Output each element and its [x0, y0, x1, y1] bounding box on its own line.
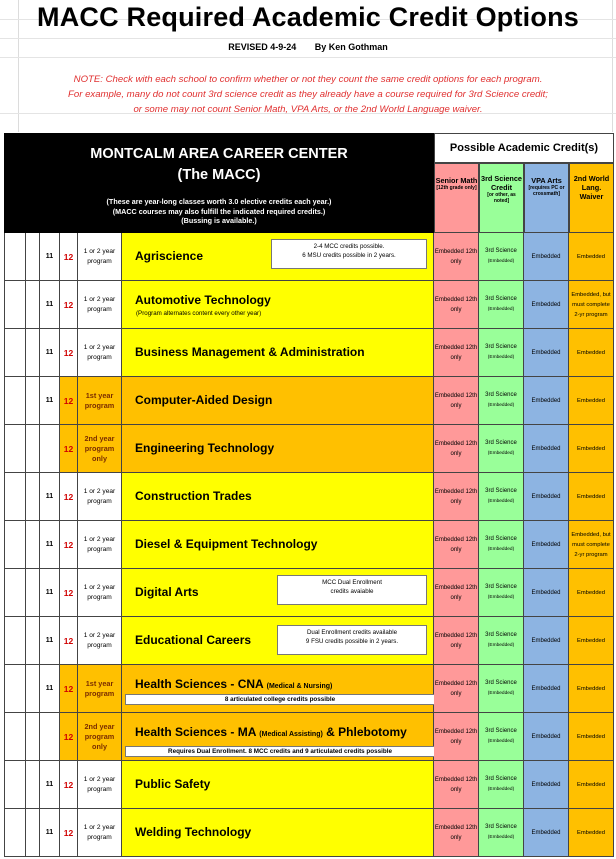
- program-name: [135, 345, 365, 359]
- center-abbr: (The MACC): [177, 167, 261, 183]
- world-language-cell: Embedded: [569, 569, 614, 617]
- third-science-cell: [479, 713, 524, 761]
- vpa-arts-cell: Embedded: [524, 665, 569, 713]
- program-title: Diesel & Equipment Technology: [135, 537, 318, 551]
- table-row: [4, 713, 614, 761]
- program-length: 1st year program: [78, 665, 122, 713]
- science-note: (Embedded): [487, 307, 515, 312]
- world-language-cell: Embedded: [569, 473, 614, 521]
- program-name: [135, 777, 210, 791]
- world-language-cell: Embedded, but must complete 2-yr program: [569, 521, 614, 569]
- program-cell: [122, 713, 434, 761]
- program-name: [135, 537, 317, 551]
- note-line: or some may not count Senior Math, VPA Arts, or the 2nd World Language waiver.: [133, 104, 483, 115]
- third-science-cell: [479, 329, 524, 377]
- program-title: Digital Arts: [135, 585, 199, 599]
- grade-11: [40, 713, 60, 761]
- credit-info-line: 2-4 MCC credits possible.: [313, 243, 385, 250]
- world-language-cell: Embedded: [569, 233, 614, 281]
- grade-12: 12: [60, 233, 78, 281]
- program-length: 1 or 2 year program: [78, 809, 122, 857]
- table-row: [4, 473, 614, 521]
- table-row: [4, 233, 614, 281]
- grade-12: 12: [60, 809, 78, 857]
- program-title: Engineering Technology: [135, 441, 275, 455]
- program-name: [135, 441, 274, 455]
- program-title: Health Sciences - MA: [135, 725, 256, 739]
- vpa-arts-cell: Embedded: [524, 425, 569, 473]
- world-language-cell: Embedded: [569, 761, 614, 809]
- grade-12: 12: [60, 617, 78, 665]
- program-name: [135, 825, 251, 839]
- row-spacer: [26, 713, 40, 761]
- science-note: (Embedded): [487, 739, 515, 744]
- science-note: (Embedded): [487, 499, 515, 504]
- program-length: 2nd year program only: [78, 713, 122, 761]
- credit-info-box: [277, 625, 427, 655]
- third-science-cell: [479, 425, 524, 473]
- program-title: Automotive Technology: [135, 293, 271, 307]
- senior-math-cell: Embedded 12th only: [434, 761, 479, 809]
- science-label: 3rd Science: [485, 536, 517, 542]
- program-title: Welding Technology: [135, 825, 252, 839]
- world-language-cell: Embedded, but must complete 2-yr program: [569, 281, 614, 329]
- program-length: 1 or 2 year program: [78, 617, 122, 665]
- vpa-arts-cell: Embedded: [524, 281, 569, 329]
- center-desc-line: (These are year-long classes worth 3.0 elective credits each year.): [106, 197, 332, 206]
- credit-info-line: credits avaiable: [330, 587, 374, 595]
- program-length: 1 or 2 year program: [78, 521, 122, 569]
- program-name: [135, 633, 251, 647]
- grade-12: 12: [60, 761, 78, 809]
- note-text: [0, 72, 616, 117]
- credit-info-line: 9 FSU credits possible in 2 years.: [305, 637, 399, 645]
- credit-note-bar: 8 articulated college credits possible: [125, 694, 435, 705]
- credit-note-bar: Requires Dual Enrollment. 8 MCC credits and 9 articulated credits possible: [125, 746, 435, 757]
- revision-line: [0, 42, 616, 52]
- row-marker: [4, 569, 26, 617]
- senior-math-cell: Embedded 12th only: [434, 425, 479, 473]
- vpa-arts-cell: Embedded: [524, 473, 569, 521]
- program-name: [135, 293, 271, 307]
- program-title: Educational Careers: [135, 633, 252, 647]
- row-marker: [4, 617, 26, 665]
- vpa-arts-cell: Embedded: [524, 569, 569, 617]
- program-subtitle: (Medical Assisting): [259, 731, 323, 738]
- science-label: 3rd Science: [485, 728, 517, 734]
- row-spacer: [26, 761, 40, 809]
- row-marker: [4, 281, 26, 329]
- column-label: 2nd World Lang. Waiver: [573, 174, 610, 201]
- third-science-cell: [479, 665, 524, 713]
- science-note: (Embedded): [487, 787, 515, 792]
- credit-info-line: Dual Enrollment credits available: [306, 629, 398, 636]
- grade-11: 11: [40, 521, 60, 569]
- table-row: [4, 809, 614, 857]
- science-label: 3rd Science: [485, 488, 517, 494]
- third-science-cell: [479, 377, 524, 425]
- table-row: [4, 329, 614, 377]
- third-science-cell: [479, 569, 524, 617]
- science-label: 3rd Science: [485, 440, 517, 446]
- column-note: [or other, as noted]: [487, 192, 516, 204]
- third-science-cell: [479, 281, 524, 329]
- column-senior-math: [434, 163, 479, 233]
- column-world-language: [569, 163, 614, 233]
- grade-11: 11: [40, 233, 60, 281]
- note-line: NOTE: Check with each school to confirm whether or not they count the same credit options for each program.: [73, 74, 543, 85]
- center-description: [4, 197, 434, 226]
- row-spacer: [26, 569, 40, 617]
- revised-date: REVISED 4-9-24: [228, 42, 297, 52]
- program-title: Construction Trades: [135, 489, 252, 503]
- program-length: 1 or 2 year program: [78, 473, 122, 521]
- program-length: 2nd year program only: [78, 425, 122, 473]
- world-language-cell: Embedded: [569, 665, 614, 713]
- world-language-cell: Embedded: [569, 377, 614, 425]
- table-row: [4, 377, 614, 425]
- grade-12: 12: [60, 329, 78, 377]
- program-cell: [122, 233, 434, 281]
- science-label: 3rd Science: [485, 584, 517, 590]
- world-language-cell: Embedded: [569, 713, 614, 761]
- program-length: 1 or 2 year program: [78, 329, 122, 377]
- column-label: VPA Arts: [531, 176, 562, 185]
- grade-12: 12: [60, 665, 78, 713]
- senior-math-cell: Embedded 12th only: [434, 473, 479, 521]
- senior-math-cell: Embedded 12th only: [434, 569, 479, 617]
- senior-math-cell: Embedded 12th only: [434, 329, 479, 377]
- program-cell: [122, 521, 434, 569]
- program-note: (Program alternates content every other year): [136, 310, 262, 317]
- program-title: Computer-Aided Design: [135, 393, 273, 407]
- program-cell: [122, 377, 434, 425]
- vpa-arts-cell: Embedded: [524, 377, 569, 425]
- center-name: MONTCALM AREA CAREER CENTER: [90, 146, 348, 162]
- science-label: 3rd Science: [485, 392, 517, 398]
- row-marker: [4, 473, 26, 521]
- grade-11: 11: [40, 281, 60, 329]
- grade-12: 12: [60, 713, 78, 761]
- vpa-arts-cell: Embedded: [524, 761, 569, 809]
- column-label: Senior Math: [435, 176, 478, 185]
- row-marker: [4, 761, 26, 809]
- science-note: (Embedded): [487, 835, 515, 840]
- program-cell: [122, 425, 434, 473]
- third-science-cell: [479, 233, 524, 281]
- row-marker: [4, 665, 26, 713]
- row-spacer: [26, 473, 40, 521]
- page-title: MACC Required Academic Credit Options: [37, 2, 579, 32]
- grade-11: [40, 425, 60, 473]
- science-label: 3rd Science: [485, 776, 517, 782]
- world-language-cell: Embedded: [569, 809, 614, 857]
- grade-12: 12: [60, 425, 78, 473]
- grade-11: 11: [40, 569, 60, 617]
- senior-math-cell: Embedded 12th only: [434, 713, 479, 761]
- career-center-header: [4, 133, 434, 233]
- program-length: 1st year program: [78, 377, 122, 425]
- author: By Ken Gothman: [314, 42, 388, 52]
- credits-header: Possible Academic Credit(s): [434, 133, 614, 163]
- grade-11: 11: [40, 809, 60, 857]
- vpa-arts-cell: Embedded: [524, 329, 569, 377]
- row-marker: [4, 809, 26, 857]
- world-language-cell: Embedded: [569, 425, 614, 473]
- table-row: [4, 569, 614, 617]
- third-science-cell: [479, 473, 524, 521]
- third-science-cell: [479, 761, 524, 809]
- program-name: [135, 677, 332, 691]
- science-note: (Embedded): [487, 355, 515, 360]
- row-spacer: [26, 521, 40, 569]
- science-note: (Embedded): [487, 259, 515, 264]
- note-line: For example, many do not count 3rd science credit as they already have a course required for 3rd Science credit;: [68, 89, 548, 100]
- science-note: (Embedded): [487, 403, 515, 408]
- program-title: Public Safety: [135, 777, 211, 791]
- science-note: (Embedded): [487, 451, 515, 456]
- row-spacer: [26, 329, 40, 377]
- row-spacer: [26, 377, 40, 425]
- grade-12: 12: [60, 521, 78, 569]
- program-cell: [122, 617, 434, 665]
- grade-11: 11: [40, 761, 60, 809]
- grade-11: 11: [40, 377, 60, 425]
- credit-info-box: [277, 575, 427, 605]
- program-name: [135, 725, 407, 739]
- row-spacer: [26, 617, 40, 665]
- table-row: [4, 617, 614, 665]
- table-row: [4, 761, 614, 809]
- row-marker: [4, 377, 26, 425]
- credit-info-line: 6 MSU credits possible in 2 years.: [302, 251, 396, 259]
- world-language-cell: Embedded: [569, 617, 614, 665]
- program-title-tail: & Phlebotomy: [322, 725, 407, 739]
- vpa-arts-cell: Embedded: [524, 617, 569, 665]
- program-cell: [122, 665, 434, 713]
- grade-12: 12: [60, 377, 78, 425]
- senior-math-cell: Embedded 12th only: [434, 377, 479, 425]
- science-label: 3rd Science: [485, 824, 517, 830]
- science-note: (Embedded): [487, 691, 515, 696]
- program-length: 1 or 2 year program: [78, 233, 122, 281]
- senior-math-cell: Embedded 12th only: [434, 281, 479, 329]
- grade-11: 11: [40, 665, 60, 713]
- table-row: [4, 281, 614, 329]
- column-note: [12th grade only]: [436, 185, 477, 191]
- science-label: 3rd Science: [485, 344, 517, 350]
- third-science-cell: [479, 521, 524, 569]
- program-name: [135, 393, 272, 407]
- vpa-arts-cell: Embedded: [524, 233, 569, 281]
- program-length: 1 or 2 year program: [78, 569, 122, 617]
- table-row: [4, 665, 614, 713]
- column-note: [requires PC or crossmath]: [528, 185, 565, 197]
- center-desc-line: (Bussing is available.): [181, 216, 257, 225]
- vpa-arts-cell: Embedded: [524, 809, 569, 857]
- column-label: 3rd Science Credit: [481, 174, 522, 192]
- credit-info-box: [271, 239, 427, 269]
- senior-math-cell: Embedded 12th only: [434, 521, 479, 569]
- table-row: [4, 521, 614, 569]
- program-name: [135, 585, 199, 599]
- grade-11: 11: [40, 617, 60, 665]
- row-marker: [4, 521, 26, 569]
- column-vpa-arts: [524, 163, 569, 233]
- row-spacer: [26, 281, 40, 329]
- row-spacer: [26, 233, 40, 281]
- program-title: Agriscience: [135, 249, 204, 263]
- row-marker: [4, 233, 26, 281]
- grade-12: 12: [60, 473, 78, 521]
- third-science-cell: [479, 617, 524, 665]
- science-note: (Embedded): [487, 643, 515, 648]
- science-label: 3rd Science: [485, 680, 517, 686]
- science-note: (Embedded): [487, 547, 515, 552]
- program-cell: [122, 569, 434, 617]
- row-marker: [4, 329, 26, 377]
- senior-math-cell: Embedded 12th only: [434, 809, 479, 857]
- science-label: 3rd Science: [485, 296, 517, 302]
- program-cell: [122, 281, 434, 329]
- program-length: 1 or 2 year program: [78, 761, 122, 809]
- program-cell: [122, 473, 434, 521]
- third-science-cell: [479, 809, 524, 857]
- program-cell: [122, 761, 434, 809]
- program-subtitle: (Medical & Nursing): [266, 683, 333, 690]
- senior-math-cell: Embedded 12th only: [434, 665, 479, 713]
- table-row: [4, 425, 614, 473]
- vpa-arts-cell: Embedded: [524, 521, 569, 569]
- senior-math-cell: Embedded 12th only: [434, 617, 479, 665]
- science-label: 3rd Science: [485, 248, 517, 254]
- vpa-arts-cell: Embedded: [524, 713, 569, 761]
- credit-info-line: MCC Dual Enrollment: [322, 579, 382, 586]
- row-spacer: [26, 425, 40, 473]
- grade-11: 11: [40, 329, 60, 377]
- row-marker: [4, 425, 26, 473]
- row-spacer: [26, 665, 40, 713]
- center-desc-line: (MACC courses may also fulfill the indicated required credits.): [112, 206, 326, 216]
- world-language-cell: Embedded: [569, 329, 614, 377]
- grade-12: 12: [60, 281, 78, 329]
- row-marker: [4, 713, 26, 761]
- column-third-science: [479, 163, 524, 233]
- program-cell: [122, 809, 434, 857]
- program-title: Business Management & Administration: [135, 345, 365, 359]
- program-length: 1 or 2 year program: [78, 281, 122, 329]
- grade-11: 11: [40, 473, 60, 521]
- program-cell: [122, 329, 434, 377]
- grade-12: 12: [60, 569, 78, 617]
- science-label: 3rd Science: [485, 632, 517, 638]
- program-name: [135, 249, 203, 263]
- document-header: [0, 0, 616, 132]
- row-spacer: [26, 809, 40, 857]
- program-title: Health Sciences - CNA: [135, 677, 264, 691]
- science-note: (Embedded): [487, 595, 515, 600]
- senior-math-cell: Embedded 12th only: [434, 233, 479, 281]
- program-name: [135, 489, 252, 503]
